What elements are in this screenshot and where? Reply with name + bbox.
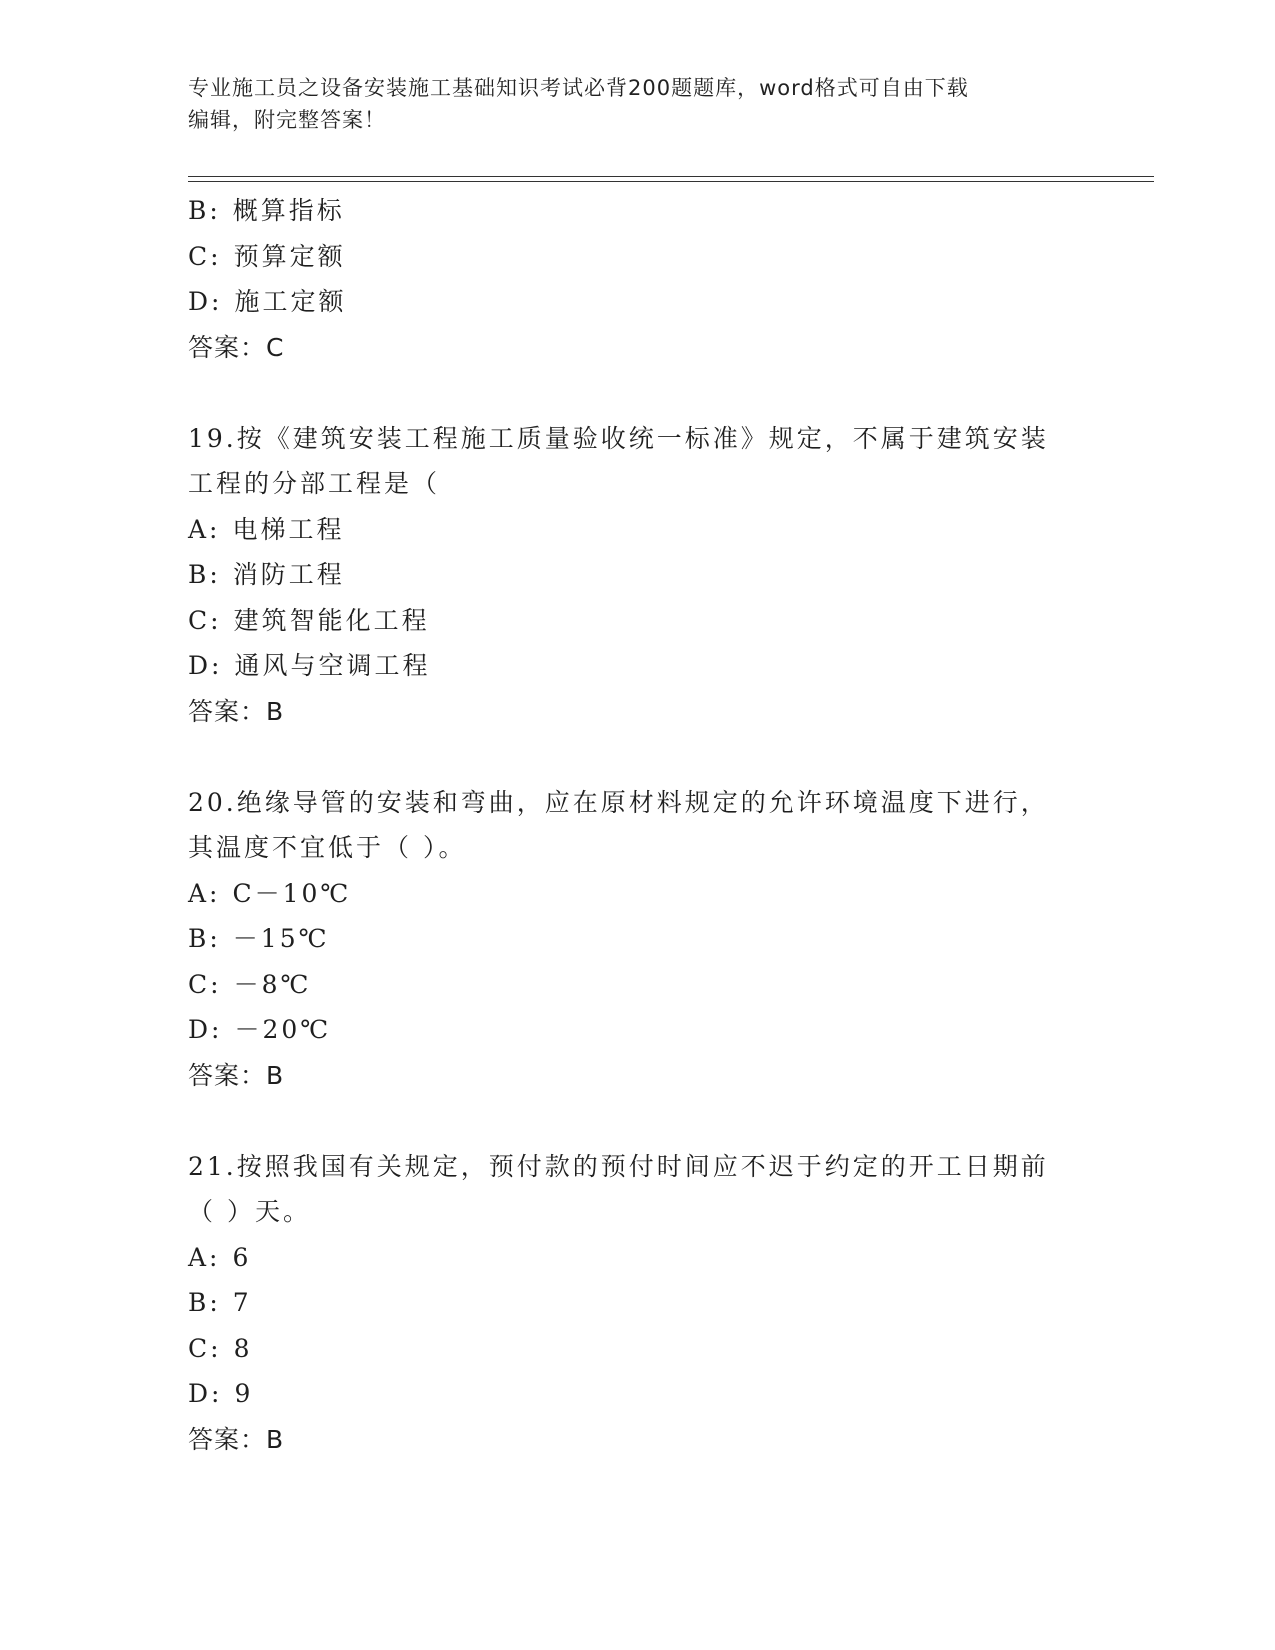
answer-line: 答案：C (188, 332, 285, 362)
option-d: D: 施工定额 (188, 287, 347, 316)
answer-line: 答案：B (188, 1060, 285, 1090)
option-d: D: 9 (188, 1379, 254, 1408)
question-text-line-2: （ ）天。 (188, 1197, 311, 1226)
option-b: B: 7 (188, 1288, 252, 1317)
question-text-line-1: 20.绝缘导管的安装和弯曲，应在原材料规定的允许环境温度下进行， (188, 787, 1049, 817)
spacer (188, 734, 1088, 780)
question-text-line-1: 21.按照我国有关规定，预付款的预付时间应不迟于约定的开工日期前 (188, 1151, 1049, 1181)
question-20 (188, 780, 1088, 1099)
spacer (188, 1098, 1088, 1144)
option-a: A: 电梯工程 (188, 514, 345, 544)
header-divider-top (188, 176, 1154, 177)
question-18-continued (188, 188, 1088, 370)
header-divider-bottom (188, 181, 1154, 182)
question-text-line-1: 19.按《建筑安装工程施工质量验收统一标准》规定，不属于建筑安装 (188, 423, 1049, 453)
option-a: A: C－10℃ (188, 878, 352, 908)
option-d: D: 通风与空调工程 (188, 651, 431, 680)
option-c: C: 8 (188, 1333, 253, 1363)
question-19 (188, 416, 1088, 735)
spacer (188, 370, 1088, 416)
question-list (188, 188, 1088, 1462)
option-b: B: －15℃ (188, 924, 330, 953)
question-text-line-2: 工程的分部工程是（ (188, 469, 441, 498)
option-c: C: 预算定额 (188, 241, 346, 271)
option-b: B: 消防工程 (188, 560, 345, 589)
header-title-line-1: 专业施工员之设备安装施工基础知识考试必背200题题库，word格式可自由下载 (188, 76, 969, 100)
question-text-line-2: 其温度不宜低于（ ）。 (188, 833, 467, 862)
option-c: C: 建筑智能化工程 (188, 605, 430, 635)
option-c: C: －8℃ (188, 969, 312, 999)
option-a: A: 6 (188, 1242, 252, 1272)
option-d: D: －20℃ (188, 1015, 332, 1044)
document-header (188, 72, 1088, 136)
answer-line: 答案：B (188, 696, 285, 726)
header-title-line-2: 编辑，附完整答案！ (188, 108, 386, 132)
answer-line: 答案：B (188, 1424, 285, 1454)
option-b: B: 概算指标 (188, 196, 345, 225)
question-21 (188, 1144, 1088, 1463)
